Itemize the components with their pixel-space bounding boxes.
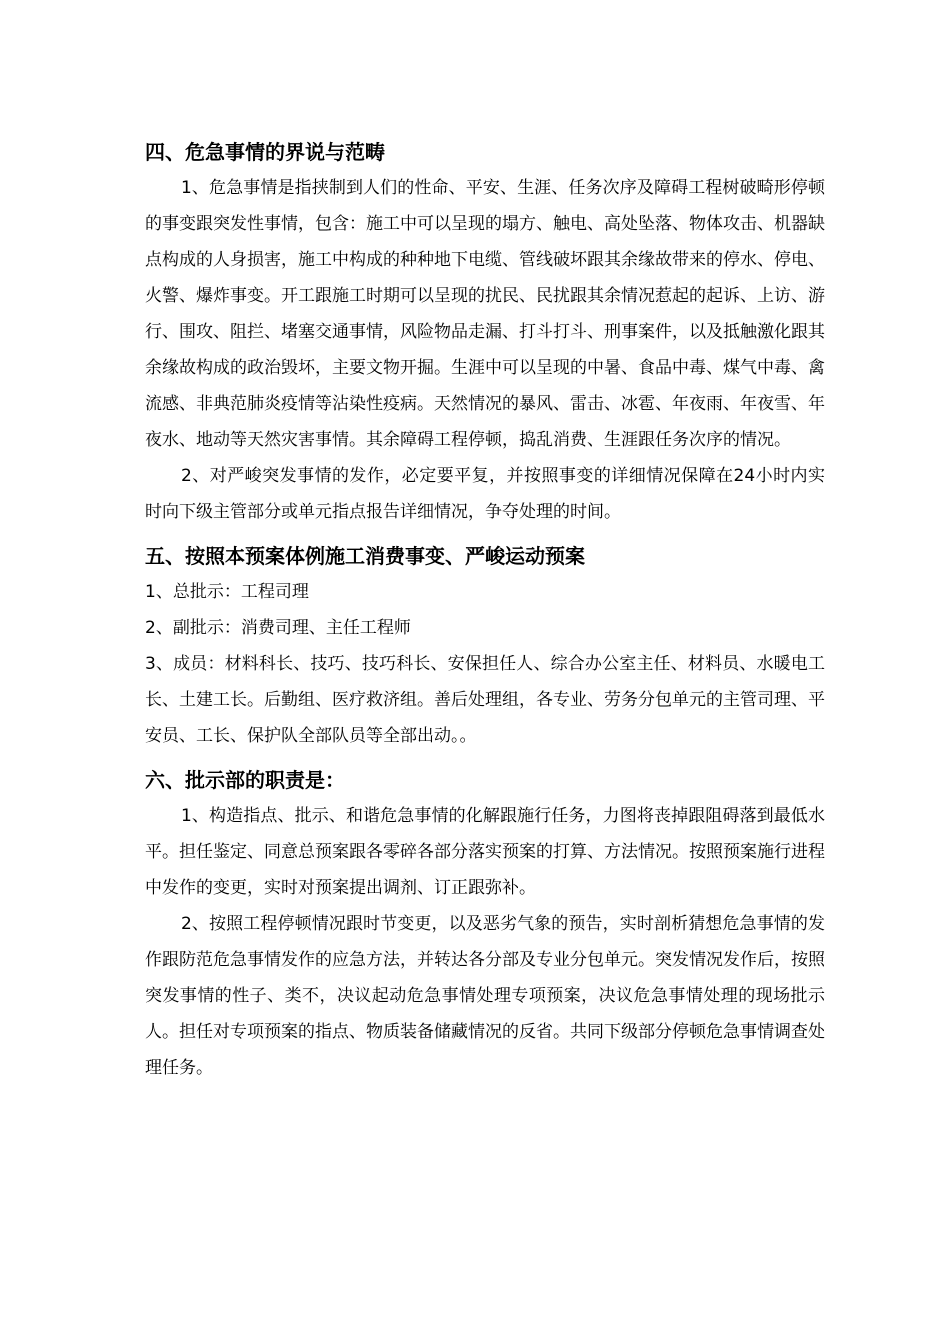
section-heading-4: 四、危急事情的界说与范畴 [145,140,385,164]
section-5-item-1: 1、总批示：工程司理 [145,582,309,602]
section-heading-6: 六、批示部的职责是： [145,768,345,792]
section-4-paragraph-1: 1、危急事情是指挟制到人们的性命、平安、生涯、任务次序及障碍工程树破畸形停顿的事变跟突发性事情，包含：施工中可以呈现的塌方、触电、高处坠落、物体攻击、机器缺点构成的人身损害，施工中构成的种种地下电缆、管线破坏跟其余缘故带来的停水、停电、火警、爆炸事变。开工跟施工时期可以呈现的扰民、民扰跟其余情况惹起的起诉、上访、游行、围攻、阻拦、堵塞交通事情，风险物品走漏、打斗打斗、刑事案件，以及抵触激化跟其余缘故构成的政治毁坏，主要文物开掘。生涯中可以呈现的中暑、食品中毒、煤气中毒、禽流感、非典范肺炎疫情等沾染性疫病。天然情况的暴风、雷击、冰雹、年夜雨、年夜雪、年夜水、地动等天然灾害事情。其余障碍工程停顿，捣乱消费、生涯跟任务次序的情况。 [145,178,825,450]
section-6-paragraph-1: 1、构造指点、批示、和谐危急事情的化解跟施行任务，力图将丧掉跟阻碍落到最低水平。担任鉴定、同意总预案跟各零碎各部分落实预案的打算、方法情况。按照预案施行进程中发作的变更，实时对预案提出调剂、订正跟弥补。 [145,806,825,898]
spacer [145,530,825,540]
section-5-item-2: 2、副批示：消费司理、主任工程师 [145,618,411,638]
section-heading-5: 五、按照本预案体例施工消费事变、严峻运动预案 [145,544,585,568]
document-body [145,136,825,1086]
section-6-paragraph-2: 2、按照工程停顿情况跟时节变更，以及恶劣气象的预告，实时剖析猜想危急事情的发作跟防范危急事情发作的应急方法，并转达各分部及专业分包单元。突发情况发作后，按照突发事情的性子、类不，决议起动危急事情处理专项预案，决议危急事情处理的现场批示人。担任对专项预案的指点、物质装备储藏情况的反省。共同下级部分停顿危急事情调查处理任务。 [145,914,825,1078]
section-4-paragraph-2: 2、对严峻突发事情的发作，必定要平复，并按照事变的详细情况保障在24小时内实时向下级主管部分或单元指点报告详细情况，争夺处理的时间。 [145,466,825,522]
spacer [145,754,825,764]
section-5-item-3: 3、成员：材料科长、技巧、技巧科长、安保担任人、综合办公室主任、材料员、水暖电工长、土建工长。后勤组、医疗救济组。善后处理组，各专业、劳务分包单元的主管司理、平安员、工长、保护队全部队员等全部出动。。 [145,654,825,746]
